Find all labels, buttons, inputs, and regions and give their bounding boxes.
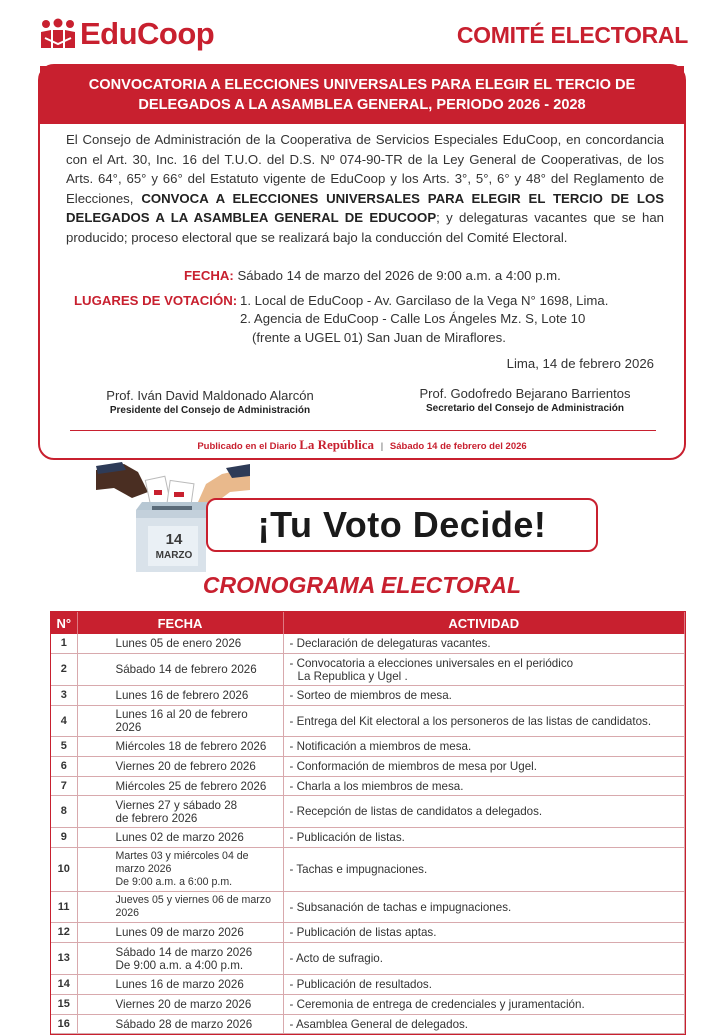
- table-row: [51, 923, 685, 943]
- row-activity-line1: - Convocatoria a elecciones universales en el periódico: [289, 656, 574, 670]
- fecha-label: FECHA:: [184, 268, 234, 283]
- row-date-line1: Viernes 27 y sábado 28: [115, 798, 238, 812]
- page-header: [40, 12, 690, 58]
- row-activity: [283, 848, 685, 892]
- row-date-line2: De 9:00 a.m. a 6:00 p.m.: [115, 876, 233, 889]
- row-activity: [283, 892, 685, 923]
- row-activity: [283, 923, 685, 943]
- row-date: [77, 975, 283, 995]
- row-activity-line1: - Recepción de listas de candidatos a delegados.: [289, 805, 543, 819]
- row-number: 8: [51, 796, 77, 828]
- newspaper-name: La República: [299, 437, 374, 452]
- row-activity: [283, 686, 685, 706]
- row-date-line2: de febrero 2026: [115, 811, 198, 825]
- row-activity: [283, 706, 685, 737]
- table-row: [51, 634, 685, 654]
- row-activity-line1: - Subsanación de tachas e impugnaciones.: [289, 900, 512, 914]
- row-date: [77, 828, 283, 848]
- notice-body: [66, 130, 664, 248]
- committee-title: COMITÉ ELECTORAL: [456, 22, 688, 48]
- ballot-month: MARZO: [155, 550, 193, 561]
- row-activity: [283, 828, 685, 848]
- row-activity-line1: - Publicación de resultados.: [289, 977, 432, 991]
- president-name: Prof. Iván David Maldonado Alarcón: [106, 388, 314, 403]
- row-number: 11: [51, 892, 77, 923]
- row-activity: [283, 975, 685, 995]
- brand-name: EduCoop: [80, 16, 215, 51]
- row-date-line1: Jueves 05 y viernes 06 de marzo 2026: [115, 894, 271, 920]
- notice-title-line1: CONVOCATORIA A ELECCIONES UNIVERSALES PARA ELEGIR EL TERCIO DE: [88, 77, 636, 93]
- table-row: [51, 686, 685, 706]
- ballot-day: 14: [165, 531, 183, 548]
- body-text-1: El Consejo de Administración de la Cooperativa de Servicios Especiales EduCoop, en concordancia con el Art. 30, Inc. 16 del T.U.O. del D.S. Nº 074-90-TR de la Ley General de Cooperativas, de los Arts. 64°, 65° y 66° del Estatuto vigente de EduCoop y los Arts. 3°, 5°, 6° y 48° del Reglamento de Elecciones,: [66, 132, 664, 206]
- fecha-value: Sábado 14 de marzo del 2026 de 9:00 a.m. a 4:00 p.m.: [237, 268, 561, 283]
- row-activity-line1: - Asamblea General de delegados.: [289, 1017, 469, 1031]
- table-row: [51, 975, 685, 995]
- row-number: 10: [51, 848, 77, 892]
- table-row: [51, 776, 685, 796]
- row-number: 5: [51, 737, 77, 757]
- pub-prefix: Publicado en el Diario: [197, 441, 297, 452]
- row-number: 7: [51, 776, 77, 796]
- table-row: [51, 706, 685, 737]
- row-activity: [283, 776, 685, 796]
- voting-place-2-cont: (frente a UGEL 01) San Juan de Miraflores.: [252, 330, 506, 345]
- row-date: [77, 737, 283, 757]
- row-number: 12: [51, 923, 77, 943]
- row-date-line1: Miércoles 25 de febrero 2026: [115, 779, 267, 793]
- row-number: 16: [51, 1014, 77, 1034]
- table-row: [51, 737, 685, 757]
- schedule-title: CRONOGRAMA ELECTORAL: [202, 572, 522, 598]
- schedule-rows: [51, 634, 685, 1034]
- people-logo-icon: [40, 18, 76, 50]
- row-activity-line1: - Publicación de listas aptas.: [289, 926, 437, 940]
- row-activity-line1: - Acto de sufragio.: [289, 952, 383, 966]
- table-row: [51, 756, 685, 776]
- signature-secretary: [395, 386, 655, 414]
- table-row: [51, 892, 685, 923]
- election-date: [184, 268, 561, 283]
- header-date: FECHA: [77, 612, 283, 634]
- voting-place-1: 1. Local de EduCoop - Av. Garcilaso de la Vega N° 1698, Lima.: [240, 293, 609, 308]
- row-date-line2: De 9:00 a.m. a 4:00 p.m.: [115, 958, 244, 972]
- place-date: Lima, 14 de febrero 2026: [506, 356, 654, 371]
- row-date: [77, 776, 283, 796]
- slogan-banner: ¡Tu Voto Decide!: [206, 498, 598, 552]
- row-activity: [283, 756, 685, 776]
- row-date: [77, 943, 283, 975]
- row-activity: [283, 737, 685, 757]
- row-date-line1: Lunes 16 de marzo 2026: [115, 977, 244, 991]
- row-date: [77, 923, 283, 943]
- row-date-line1: Lunes 05 de enero 2026: [115, 637, 242, 651]
- row-activity: [283, 1014, 685, 1034]
- table-row: [51, 796, 685, 828]
- row-number: 4: [51, 706, 77, 737]
- row-number: 2: [51, 654, 77, 686]
- row-date-line1: Lunes 16 al 20 de febrero 2026: [115, 708, 248, 735]
- row-activity-line1: - Conformación de miembros de mesa por Ugel.: [289, 759, 537, 773]
- row-activity-line1: - Declaración de delegaturas vacantes.: [289, 637, 491, 651]
- header-number: N°: [51, 612, 77, 634]
- row-activity: [283, 943, 685, 975]
- row-date-line1: Miércoles 18 de febrero 2026: [115, 739, 267, 753]
- table-row: [51, 994, 685, 1014]
- row-number: 9: [51, 828, 77, 848]
- row-date-line1: Sábado 28 de marzo 2026: [115, 1017, 253, 1031]
- publication-note: [40, 437, 684, 453]
- row-date: [77, 892, 283, 923]
- row-date-line1: Lunes 16 de febrero 2026: [115, 689, 249, 703]
- row-date-line1: Viernes 20 de febrero 2026: [115, 759, 256, 773]
- row-number: 1: [51, 634, 77, 654]
- pub-date: Sábado 14 de febrero del 2026: [389, 441, 527, 452]
- table-header-row: [51, 612, 685, 634]
- body-text-bold: CONVOCA A ELECCIONES UNIVERSALES PARA ELEGIR EL TERCIO DE LOS DELEGADOS A LA ASAMBLEA GENERAL DE EDUCOOP: [66, 190, 664, 226]
- table-row: [51, 943, 685, 975]
- secretary-name: Prof. Godofredo Bejarano Barrientos: [419, 386, 631, 401]
- row-activity: [283, 654, 685, 686]
- row-activity: [283, 994, 685, 1014]
- signature-president: [80, 388, 340, 416]
- row-activity: [283, 796, 685, 828]
- row-date: [77, 994, 283, 1014]
- row-date: [77, 1014, 283, 1034]
- row-date: [77, 756, 283, 776]
- row-date: [77, 634, 283, 654]
- row-date: [77, 796, 283, 828]
- pub-separator: |: [380, 441, 384, 452]
- row-activity-line1: - Notificación a miembros de mesa.: [289, 739, 472, 753]
- row-activity-line2: La Republica y Ugel .: [297, 669, 408, 683]
- row-date-line1: Sábado 14 de febrero 2026: [115, 663, 257, 677]
- header-activity: ACTIVIDAD: [283, 612, 685, 634]
- educoop-logo: [40, 16, 214, 52]
- table-row: [51, 848, 685, 892]
- lugares-label: LUGARES DE VOTACIÓN:: [74, 293, 238, 308]
- row-date: [77, 654, 283, 686]
- row-activity-line1: - Publicación de listas.: [289, 831, 405, 845]
- notice-heading: [40, 66, 684, 124]
- notice-title-line2: DELEGADOS A LA ASAMBLEA GENERAL, PERIODO 2026 - 2028: [138, 97, 586, 113]
- row-date: [77, 848, 283, 892]
- row-activity: [283, 634, 685, 654]
- row-number: 6: [51, 756, 77, 776]
- row-number: 15: [51, 994, 77, 1014]
- row-date-line1: Lunes 02 de marzo 2026: [115, 831, 244, 845]
- divider: [70, 430, 656, 431]
- table-row: [51, 654, 685, 686]
- row-date: [77, 706, 283, 737]
- row-activity-line1: - Entrega del Kit electoral a los personeros de las listas de candidatos.: [289, 714, 652, 728]
- notice-box: [38, 64, 686, 460]
- row-number: 13: [51, 943, 77, 975]
- row-date-line1: Lunes 09 de marzo 2026: [115, 926, 244, 940]
- secretary-role: Secretario del Consejo de Administración: [425, 403, 624, 414]
- row-date-line1: Viernes 20 de marzo 2026: [115, 997, 252, 1011]
- row-number: 14: [51, 975, 77, 995]
- table-row: [51, 828, 685, 848]
- table-row: [51, 1014, 685, 1034]
- schedule-table: [50, 611, 686, 1035]
- row-activity-line1: - Charla a los miembros de mesa.: [289, 779, 464, 793]
- row-date-line1: Sábado 14 de marzo 2026: [115, 945, 253, 959]
- row-activity-line1: - Ceremonia de entrega de credenciales y juramentación.: [289, 997, 585, 1011]
- row-activity-line1: - Tachas e impugnaciones.: [289, 863, 428, 877]
- row-date: [77, 686, 283, 706]
- president-role: Presidente del Consejo de Administración: [109, 405, 311, 416]
- row-date-line1: Martes 03 y miércoles 04 de marzo 2026: [115, 850, 249, 876]
- body-text-2: ; y delegaturas vacantes que se han producido; proceso electoral que se realizará bajo la conducción del Comité Electoral.: [66, 210, 664, 245]
- row-activity-line1: - Sorteo de miembros de mesa.: [289, 689, 452, 703]
- voting-place-2: 2. Agencia de EduCoop - Calle Los Ángeles Mz. S, Lote 10: [240, 311, 586, 326]
- row-number: 3: [51, 686, 77, 706]
